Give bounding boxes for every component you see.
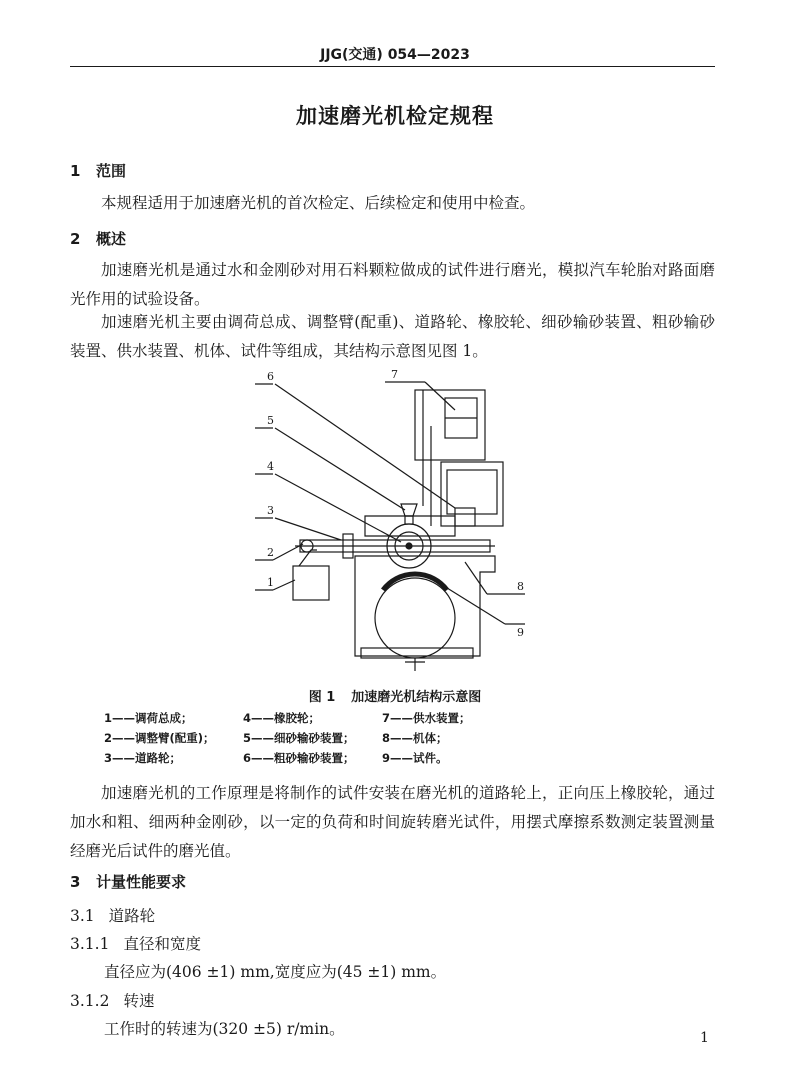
legend-item: 8——机体；	[382, 731, 448, 745]
legend-item: 7——供水装置；	[382, 711, 471, 725]
machine-body	[355, 556, 495, 656]
subsection-number: 3.1.2	[70, 992, 110, 1010]
section-number: 3	[70, 873, 81, 891]
legend-item: 2——调整臂(配重)；	[104, 731, 215, 745]
principle-paragraph: 加速磨光机的工作原理是将制作的试件安装在磨光机的道路轮上，正向压上橡胶轮，通过加水和粗、细两种金刚砂，以一定的负荷和时间旋转磨光试件，用摆式摩擦系数测定装置测量经磨光后试件的磨光值。	[70, 784, 715, 860]
callout-7: 7	[391, 368, 398, 381]
page-number: 1	[700, 1030, 709, 1046]
legend-item: 5——细砂输砂装置；	[243, 731, 355, 745]
section-3-1-1-heading	[70, 932, 201, 954]
section-3-1-2-text: 工作时的转速为(320 ±5) r/min。	[104, 1020, 345, 1038]
subsection-title: 转速	[123, 992, 155, 1010]
legend-item: 9——试件。	[382, 751, 448, 765]
section-1-heading	[70, 160, 126, 181]
figure-title: 加速磨光机结构示意图	[351, 690, 482, 705]
fine-sand-funnel	[401, 504, 417, 516]
running-header: JJG(交通) 054—2023	[320, 47, 470, 63]
legend-item: 1——调荷总成；	[104, 711, 193, 725]
callout-2: 2	[267, 546, 274, 559]
section-2-paragraph-2: 加速磨光机主要由调荷总成、调整臂(配重)、道路轮、橡胶轮、细砂输砂装置、粗砂输砂装置、供水装置、机体、试件等组成，其结构示意图见图 1。	[70, 313, 715, 360]
section-3-1-1-text: 直径应为(406 ±1) mm,宽度应为(45 ±1) mm。	[104, 963, 447, 981]
section-3-heading	[70, 871, 186, 892]
callout-5: 5	[267, 414, 274, 427]
legend-item: 6——粗砂输砂装置；	[243, 751, 355, 765]
figure-number: 图 1	[308, 690, 336, 705]
section-3-1-heading	[70, 904, 155, 926]
section-number: 2	[70, 230, 81, 248]
subsection-title: 道路轮	[108, 907, 156, 925]
callout-8: 8	[517, 580, 524, 593]
section-2-heading	[70, 228, 126, 249]
structure-diagram	[255, 366, 545, 676]
legend-item: 3——道路轮；	[104, 751, 182, 765]
subsection-number: 3.1	[70, 907, 95, 925]
header-rule	[70, 66, 715, 67]
callout-9: 9	[517, 626, 524, 639]
section-1-text: 本规程适用于加速磨光机的首次检定、后续检定和使用中检查。	[101, 194, 536, 212]
callout-6: 6	[267, 370, 274, 383]
road-wheel	[375, 578, 455, 658]
legend-item: 4——橡胶轮；	[243, 711, 321, 725]
section-title: 概述	[96, 230, 127, 248]
document-title: 加速磨光机检定规程	[296, 104, 494, 128]
callout-3: 3	[267, 504, 274, 517]
section-title: 计量性能要求	[96, 873, 187, 891]
figure-caption	[0, 686, 790, 705]
section-number: 1	[70, 162, 81, 180]
load-assembly	[293, 566, 329, 600]
callout-4: 4	[267, 460, 274, 473]
subsection-title: 直径和宽度	[123, 935, 201, 953]
subsection-number: 3.1.1	[70, 935, 110, 953]
section-title: 范围	[96, 162, 127, 180]
section-3-1-2-heading	[70, 989, 154, 1011]
section-2-paragraph-1: 加速磨光机是通过水和金刚砂对用石料颗粒做成的试件进行磨光，模拟汽车轮胎对路面磨光作用的试验设备。	[70, 261, 715, 308]
callout-1: 1	[267, 576, 274, 589]
water-supply-box	[415, 390, 485, 460]
